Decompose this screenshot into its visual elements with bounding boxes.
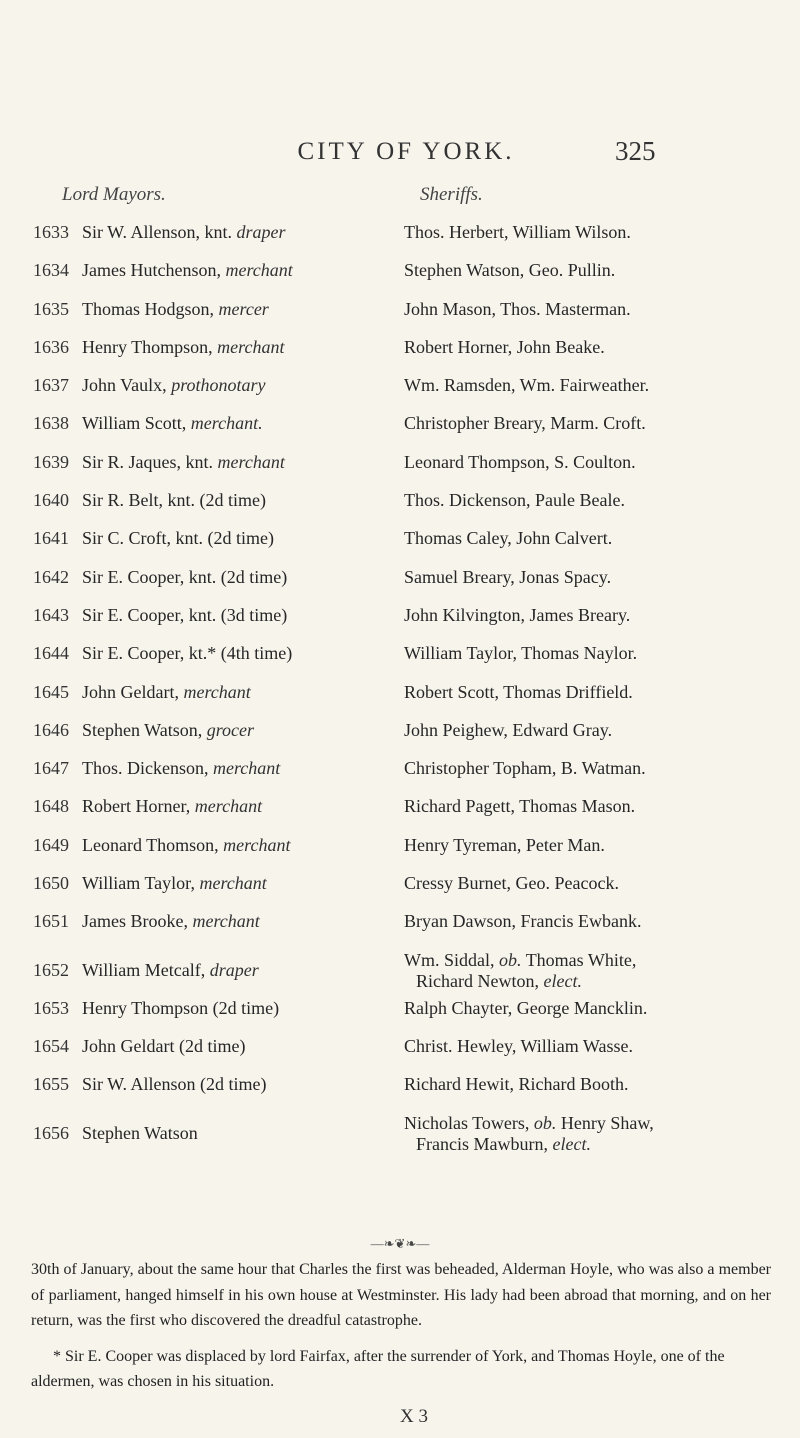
table-row bbox=[0, 603, 800, 641]
year-cell: 1634 bbox=[33, 260, 69, 281]
mayor-name: Sir R. Belt, knt. (2d time) bbox=[82, 490, 266, 511]
mayor-name: William Taylor, bbox=[82, 873, 195, 894]
table-row bbox=[0, 794, 800, 832]
table-row bbox=[0, 1072, 800, 1110]
lord-mayor-cell bbox=[82, 641, 412, 665]
lord-mayor-cell bbox=[82, 1072, 412, 1096]
year-cell: 1656 bbox=[33, 1122, 69, 1143]
sheriffs-second-line bbox=[404, 1132, 784, 1156]
table-row bbox=[0, 450, 800, 488]
mayor-name: James Brooke, bbox=[82, 911, 188, 932]
sheriff-note: ob. bbox=[499, 949, 522, 970]
mayor-name: Thos. Dickenson, bbox=[82, 758, 209, 779]
lord-mayor-cell bbox=[82, 526, 412, 550]
sheriff-elect-note: elect. bbox=[552, 1133, 591, 1154]
lord-mayor-cell bbox=[82, 680, 412, 704]
mayor-name: Stephen Watson bbox=[82, 1122, 198, 1143]
mayor-occupation: merchant bbox=[223, 834, 291, 855]
year-cell: 1644 bbox=[33, 643, 69, 664]
sheriffs-cell bbox=[404, 373, 784, 397]
mayor-name: William Scott, bbox=[82, 413, 187, 434]
mayor-name: John Geldart, bbox=[82, 681, 179, 702]
sheriffs-cell bbox=[404, 680, 784, 704]
sheriffs-cell bbox=[404, 1072, 784, 1096]
notes-block bbox=[31, 1257, 771, 1395]
mayor-occupation: draper bbox=[236, 222, 286, 242]
mayor-name: John Vaulx, bbox=[82, 375, 167, 396]
year-cell: 1651 bbox=[33, 911, 69, 932]
lord-mayor-cell bbox=[82, 909, 412, 933]
running-head bbox=[0, 138, 800, 178]
year-cell: 1643 bbox=[33, 604, 69, 625]
sheriffs-cell bbox=[404, 450, 784, 474]
lord-mayor-cell bbox=[82, 1121, 412, 1145]
mayor-name: James Hutchenson, bbox=[82, 260, 221, 281]
sheriffs-names: Nicholas Towers, bbox=[404, 1112, 530, 1133]
mayor-name: William Metcalf, bbox=[82, 959, 206, 980]
lord-mayor-cell bbox=[82, 220, 412, 244]
sheriffs-names: Bryan Dawson, Francis Ewbank. bbox=[404, 911, 642, 932]
table-row bbox=[0, 335, 800, 373]
lord-mayor-cell bbox=[82, 565, 412, 589]
year-cell: 1645 bbox=[33, 681, 69, 702]
year-cell: 1633 bbox=[33, 222, 69, 242]
signature-mark: X 3 bbox=[400, 1406, 428, 1427]
sheriffs-cell bbox=[404, 948, 784, 993]
mayor-name: Robert Horner, bbox=[82, 796, 191, 817]
mayor-occupation: merchant bbox=[225, 260, 293, 281]
year-cell: 1638 bbox=[33, 413, 69, 434]
sheriffs-names: Cressy Burnet, Geo. Peacock. bbox=[404, 873, 619, 894]
mayor-name: Leonard Thomson, bbox=[82, 834, 219, 855]
year-cell: 1640 bbox=[33, 490, 69, 511]
sheriffs-cell bbox=[404, 220, 784, 244]
year-cell: 1639 bbox=[33, 451, 69, 472]
sheriffs-names: John Peighew, Edward Gray. bbox=[404, 719, 613, 740]
mayor-name: Sir E. Cooper, knt. (2d time) bbox=[82, 566, 288, 587]
sheriffs-names: Richard Pagett, Thomas Mason. bbox=[404, 796, 636, 817]
mayor-occupation: prothonotary bbox=[171, 375, 266, 396]
sheriffs-cell bbox=[404, 756, 784, 780]
sheriffs-cell bbox=[404, 488, 784, 512]
sheriffs-cell bbox=[404, 565, 784, 589]
lord-mayor-cell bbox=[82, 871, 412, 895]
mayor-occupation: merchant bbox=[217, 336, 285, 357]
table-row bbox=[0, 996, 800, 1034]
sheriff-elect-name: Richard Newton, bbox=[416, 970, 539, 991]
mayor-name: Sir C. Croft, knt. (2d time) bbox=[82, 528, 274, 549]
sheriffs-names-rest: Thomas White, bbox=[525, 949, 637, 970]
sheriffs-names: Wm. Ramsden, Wm. Fairweather. bbox=[404, 375, 650, 396]
sheriffs-cell bbox=[404, 794, 784, 818]
year-cell: 1648 bbox=[33, 796, 69, 817]
lord-mayor-cell bbox=[82, 488, 412, 512]
sheriffs-names: Christopher Breary, Marm. Croft. bbox=[404, 413, 646, 434]
mayor-occupation: merchant bbox=[183, 681, 251, 702]
lord-mayor-cell bbox=[82, 603, 412, 627]
sheriffs-cell bbox=[404, 411, 784, 435]
sheriffs-second-line bbox=[404, 969, 784, 993]
lord-mayor-cell bbox=[82, 411, 412, 435]
mayor-occupation: grocer bbox=[206, 719, 255, 740]
sheriffs-names: Christopher Topham, B. Watman. bbox=[404, 758, 646, 779]
table-row bbox=[0, 297, 800, 335]
table-row bbox=[0, 718, 800, 756]
year-cell: 1649 bbox=[33, 834, 69, 855]
sheriff-elect-name: Francis Mawburn, bbox=[416, 1133, 548, 1154]
table-row bbox=[0, 641, 800, 679]
mayor-occupation: merchant bbox=[192, 911, 260, 932]
year-cell: 1653 bbox=[33, 997, 69, 1018]
year-cell: 1647 bbox=[33, 758, 69, 779]
year-cell: 1655 bbox=[33, 1074, 69, 1095]
lord-mayor-cell bbox=[82, 373, 412, 397]
year-cell: 1652 bbox=[33, 959, 69, 980]
mayor-occupation: merchant bbox=[199, 873, 267, 894]
sheriffs-names-rest: Henry Shaw, bbox=[560, 1112, 654, 1133]
table-row bbox=[0, 258, 800, 296]
mayor-occupation: merchant bbox=[212, 758, 281, 779]
lord-mayor-cell bbox=[82, 450, 412, 474]
continued-note-paragraph: 30th of January, about the same hour that Charles the first was beheaded, Alderman Hoyle, who was also a member of parliament, hanged himself in his own house at Westminster. His lady had been abroad that morning, and on her return, was the first who discovered the dreadful catastrophe. bbox=[31, 1261, 771, 1329]
year-cell: 1650 bbox=[33, 873, 69, 894]
sheriffs-cell bbox=[404, 1111, 784, 1156]
table-row bbox=[0, 488, 800, 526]
lord-mayor-cell bbox=[82, 718, 412, 742]
mayor-name: Henry Thompson, bbox=[82, 336, 213, 357]
year-cell: 1646 bbox=[33, 719, 69, 740]
sheriffs-names: Samuel Breary, Jonas Spacy. bbox=[404, 566, 612, 587]
mayor-occupation: merchant. bbox=[190, 413, 263, 434]
sheriffs-names: John Mason, Thos. Masterman. bbox=[404, 298, 631, 319]
table-row bbox=[0, 1034, 800, 1072]
page-number: 325 bbox=[615, 136, 656, 166]
mayor-name: Sir W. Allenson, knt. bbox=[82, 222, 233, 242]
mayor-occupation: merchant bbox=[217, 451, 285, 472]
mayor-name: John Geldart (2d time) bbox=[82, 1035, 246, 1056]
lord-mayor-cell bbox=[82, 756, 412, 780]
lord-mayor-cell bbox=[82, 297, 412, 321]
sheriffs-names: Stephen Watson, Geo. Pullin. bbox=[404, 260, 616, 281]
sheriffs-cell bbox=[404, 641, 784, 665]
sheriffs-names: Thomas Caley, John Calvert. bbox=[404, 528, 613, 549]
column-heading-lord-mayors: Lord Mayors. bbox=[62, 184, 166, 205]
lord-mayor-cell bbox=[82, 833, 412, 857]
table-row bbox=[0, 948, 800, 996]
sheriffs-cell bbox=[404, 603, 784, 627]
year-cell: 1635 bbox=[33, 298, 69, 319]
lord-mayor-cell bbox=[82, 1034, 412, 1058]
sheriffs-names: Christ. Hewley, William Wasse. bbox=[404, 1035, 633, 1056]
sheriffs-names: John Kilvington, James Breary. bbox=[404, 604, 631, 625]
sheriffs-names: Richard Hewit, Richard Booth. bbox=[404, 1074, 629, 1095]
sheriffs-names: Leonard Thompson, S. Coulton. bbox=[404, 451, 636, 472]
mayor-name: Thomas Hodgson, bbox=[82, 298, 214, 319]
table-row bbox=[0, 526, 800, 564]
year-cell: 1654 bbox=[33, 1035, 69, 1056]
mayor-occupation: merchant bbox=[194, 796, 263, 817]
sheriffs-cell bbox=[404, 526, 784, 550]
running-title: CITY OF YORK. bbox=[297, 138, 515, 165]
sheriff-elect-note: elect. bbox=[543, 970, 582, 991]
sheriffs-cell bbox=[404, 833, 784, 857]
table-row bbox=[0, 871, 800, 909]
sheriffs-cell bbox=[404, 1034, 784, 1058]
section-ornament: —❧❦❧— bbox=[370, 1236, 430, 1251]
table-row bbox=[0, 565, 800, 603]
sheriffs-names: Wm. Siddal, bbox=[404, 949, 495, 970]
mayor-name: Sir E. Cooper, knt. (3d time) bbox=[82, 604, 288, 625]
sheriffs-names: Robert Horner, John Beake. bbox=[404, 336, 605, 357]
mayor-occupation: draper bbox=[209, 959, 259, 980]
mayor-name: Henry Thompson (2d time) bbox=[82, 997, 280, 1018]
footnote: * Sir E. Cooper was displaced by lord Fairfax, after the surrender of York, and Thomas Hoyle, one of the aldermen, was chosen in his situation. bbox=[31, 1347, 725, 1390]
lord-mayor-cell bbox=[82, 335, 412, 359]
mayor-name: Sir W. Allenson (2d time) bbox=[82, 1074, 267, 1095]
column-heading-sheriffs: Sheriffs. bbox=[420, 184, 483, 205]
table-row bbox=[0, 909, 800, 947]
sheriffs-names: Thos. Herbert, William Wilson. bbox=[404, 222, 631, 242]
mayor-name: Sir E. Cooper, kt.* (4th time) bbox=[82, 643, 293, 664]
sheriffs-cell bbox=[404, 335, 784, 359]
sheriffs-names: William Taylor, Thomas Naylor. bbox=[404, 643, 638, 664]
sheriffs-cell bbox=[404, 871, 784, 895]
sheriffs-cell bbox=[404, 909, 784, 933]
year-cell: 1636 bbox=[33, 336, 69, 357]
table-row bbox=[0, 220, 800, 258]
mayors-sheriffs-table bbox=[0, 220, 800, 1159]
sheriffs-cell bbox=[404, 718, 784, 742]
mayor-occupation: mercer bbox=[218, 298, 269, 319]
lord-mayor-cell bbox=[82, 258, 412, 282]
mayor-name: Stephen Watson, bbox=[82, 719, 203, 740]
table-row bbox=[0, 411, 800, 449]
lord-mayor-cell bbox=[82, 958, 412, 982]
table-row bbox=[0, 833, 800, 871]
sheriffs-cell bbox=[404, 258, 784, 282]
table-row bbox=[0, 1111, 800, 1159]
sheriffs-names: Ralph Chayter, George Mancklin. bbox=[404, 997, 648, 1018]
sheriffs-names: Thos. Dickenson, Paule Beale. bbox=[404, 490, 625, 511]
lord-mayor-cell bbox=[82, 996, 412, 1020]
sheriffs-names: Robert Scott, Thomas Driffield. bbox=[404, 681, 633, 702]
sheriffs-names: Henry Tyreman, Peter Man. bbox=[404, 834, 605, 855]
mayor-name: Sir R. Jaques, knt. bbox=[82, 451, 214, 472]
sheriff-note: ob. bbox=[533, 1112, 557, 1133]
table-row bbox=[0, 680, 800, 718]
table-row bbox=[0, 756, 800, 794]
lord-mayor-cell bbox=[82, 794, 412, 818]
sheriffs-cell bbox=[404, 297, 784, 321]
year-cell: 1641 bbox=[33, 528, 69, 549]
table-row bbox=[0, 373, 800, 411]
year-cell: 1637 bbox=[33, 375, 69, 396]
year-cell: 1642 bbox=[33, 566, 69, 587]
sheriffs-cell bbox=[404, 996, 784, 1020]
